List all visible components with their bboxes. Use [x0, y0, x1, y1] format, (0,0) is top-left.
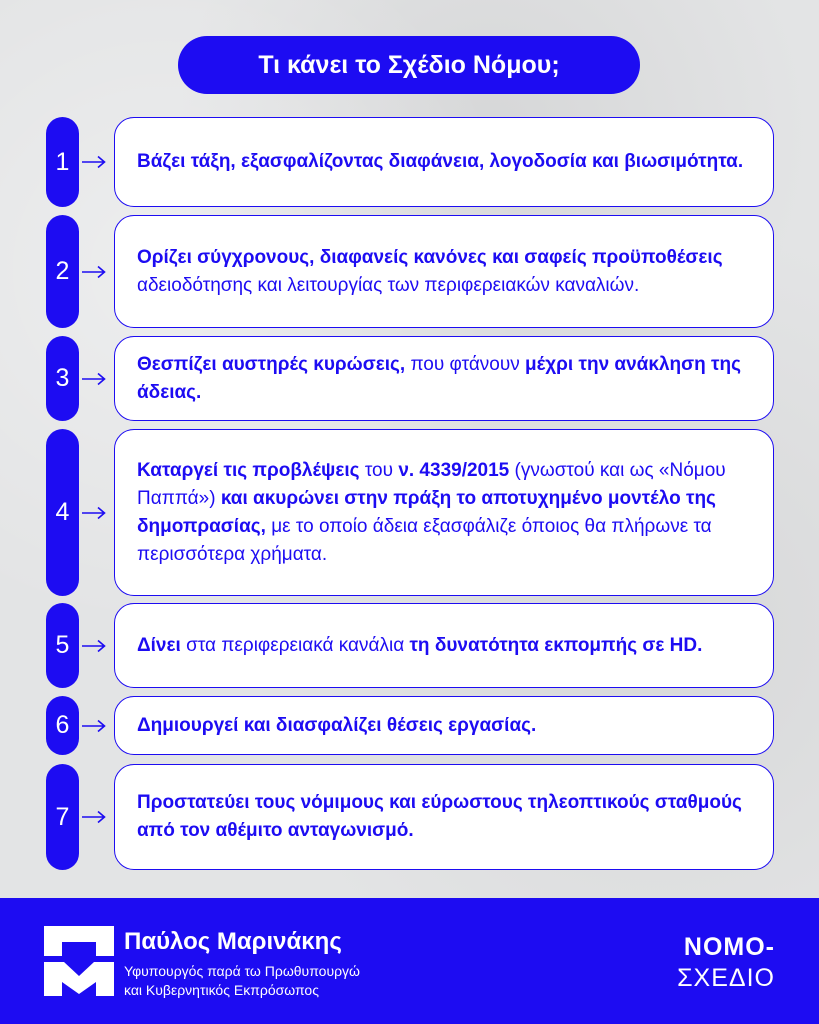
footer-role-line-1: Υφυπουργός παρά τω Πρωθυπουργώ	[124, 963, 360, 979]
brand-line-2: ΣΧΕΔΙΟ	[677, 964, 775, 992]
item-card	[114, 215, 774, 328]
item-card	[114, 336, 774, 421]
item-number-rail	[46, 215, 79, 328]
item-text-bold: Καταργεί τις προβλέψεις	[137, 459, 360, 481]
item-text	[137, 351, 751, 407]
pm-monogram-logo-icon	[44, 926, 114, 996]
item-card	[114, 117, 774, 207]
footer-role	[124, 962, 360, 1000]
arrow-right-icon	[81, 639, 107, 653]
item-card	[114, 696, 774, 755]
item-number: 1	[55, 147, 70, 176]
arrow-right-icon	[81, 506, 107, 520]
item-card	[114, 429, 774, 596]
item-number: 5	[55, 631, 70, 659]
item-number-rail	[46, 764, 79, 870]
item-text-bold: Δίνει	[137, 634, 181, 656]
item-text-regular: (γνωστού και ως «Νόμου Παππά»)	[137, 459, 726, 509]
item-number: 3	[55, 364, 70, 392]
item-text-bold: Θεσπίζει αυστηρές κυρώσεις,	[137, 353, 406, 375]
footer-role-line-2: και Κυβερνητικός Εκπρόσωπος	[124, 982, 319, 998]
page-title-text: Τι κάνει το Σχέδιο Νόμου;	[258, 50, 560, 79]
brand-line-1: ΝΟΜΟ-	[683, 933, 775, 961]
arrow-right-icon	[81, 155, 107, 169]
item-text-bold: Βάζει τάξη, εξασφαλίζοντας διαφάνεια, λογοδοσία και βιωσιμότητα.	[137, 151, 744, 172]
item-text-bold: Ορίζει σύγχρονους, διαφανείς κανόνες και σαφείς προϋποθέσεις	[137, 246, 723, 268]
item-text-bold: Προστατεύει τους νόμιμους και εύρωστους τηλεοπτικούς σταθμούς από τον αθέμιτο ανταγωνισμό.	[137, 792, 742, 841]
arrow-right-icon	[81, 372, 107, 386]
item-number-rail	[46, 696, 79, 755]
item-text	[137, 789, 751, 845]
item-text	[137, 148, 743, 176]
arrow-right-icon	[81, 265, 107, 279]
item-number-rail	[46, 603, 79, 688]
item-number: 6	[55, 711, 70, 739]
item-number: 4	[55, 498, 70, 526]
footer-name: Παύλος Μαρινάκης	[124, 928, 342, 955]
item-text-regular: του	[359, 459, 399, 481]
item-text-bold: Δημιουργεί και διασφαλίζει θέσεις εργασίας.	[137, 714, 537, 736]
item-card	[114, 603, 774, 688]
item-card	[114, 764, 774, 870]
footer	[0, 898, 819, 1024]
item-text-bold: μέχρι την ανάκληση της άδειας.	[137, 353, 741, 403]
page-title	[178, 36, 640, 94]
item-number: 2	[55, 257, 70, 285]
item-text-regular: αδειοδότησης και λειτουργίας των περιφερειακών καναλιών.	[137, 274, 640, 296]
item-text-bold: ν. 4339/2015	[398, 459, 510, 481]
brand-mark	[677, 932, 775, 994]
item-text-bold: και ακυρώνει στην πράξη το αποτυχημένο μοντέλο της δημοπρασίας,	[137, 487, 716, 537]
item-text	[137, 457, 751, 569]
arrow-right-icon	[81, 810, 107, 824]
item-number: 7	[55, 802, 70, 831]
item-number-rail	[46, 117, 79, 207]
item-text-bold: τη δυνατότητα εκπομπής σε HD.	[409, 634, 703, 656]
item-text-regular: με το οποίο άδεια εξασφάλιζε όποιος θα πλήρωνε τα περισσότερα χρήματα.	[137, 515, 712, 565]
item-text-regular: στα περιφερειακά κανάλια	[180, 634, 410, 656]
item-number-rail	[46, 429, 79, 596]
item-text	[137, 244, 751, 300]
item-text	[137, 712, 536, 740]
item-text	[137, 632, 702, 660]
item-number-rail	[46, 336, 79, 421]
arrow-right-icon	[81, 719, 107, 733]
item-text-regular: που φτάνουν	[405, 353, 526, 375]
